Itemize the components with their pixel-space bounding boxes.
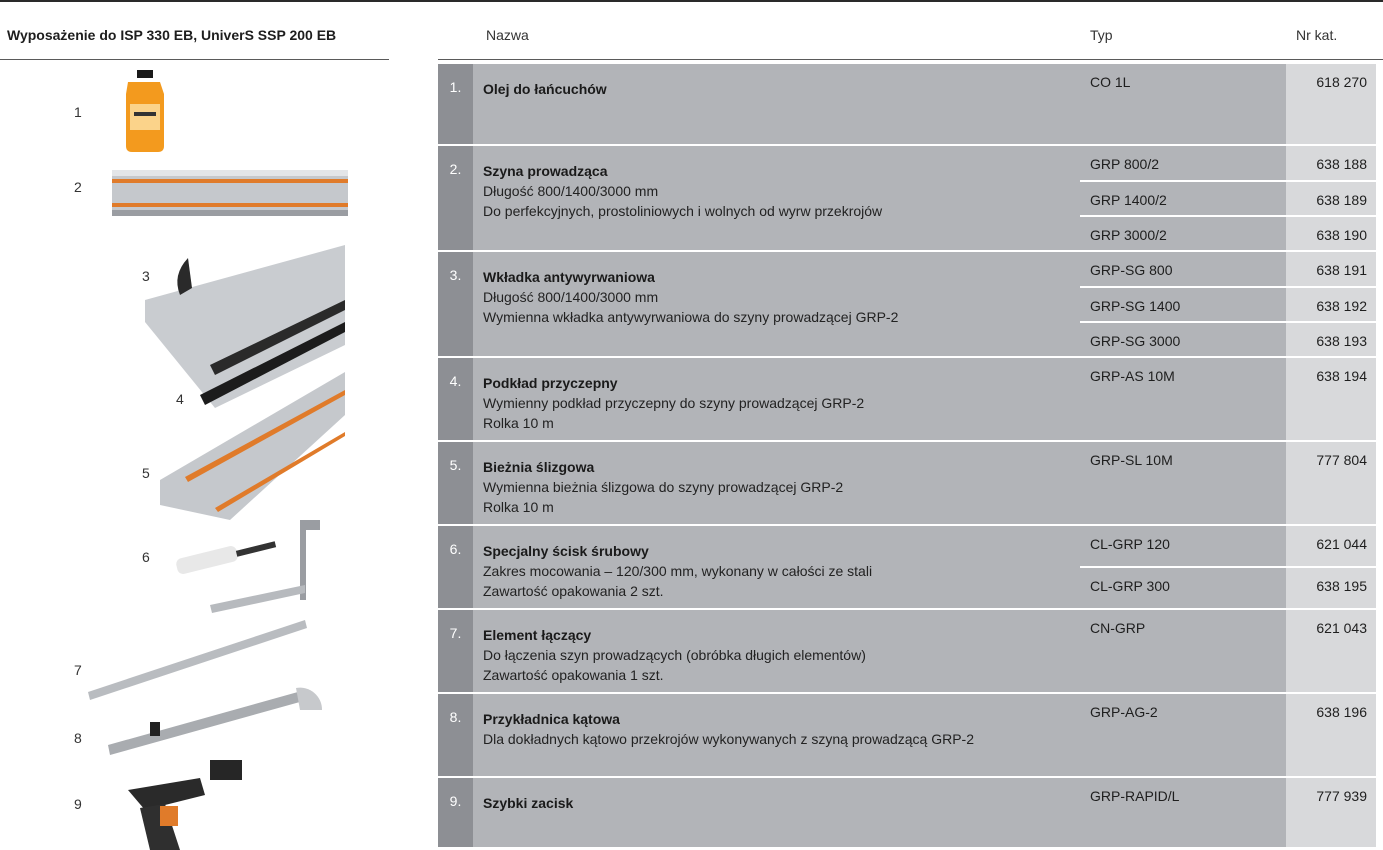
item-detail: Do łączenia szyn prowadzących (obróbka długich elementów) xyxy=(483,647,866,663)
item-detail: Zawartość opakowania 1 szt. xyxy=(483,667,664,683)
item-catalog-number: 638 195 xyxy=(1286,568,1376,608)
item-number: 7. xyxy=(438,610,473,692)
item-description xyxy=(473,252,1080,356)
item-number: 2. xyxy=(438,146,473,250)
item-detail: Zakres mocowania – 120/300 mm, wykonany w całości ze stali xyxy=(483,563,873,579)
item-detail: Długość 800/1400/3000 mm xyxy=(483,289,659,305)
item-catalog-number: 638 190 xyxy=(1286,217,1376,250)
slide-strip-rail-image xyxy=(160,372,345,520)
item-description xyxy=(473,442,1080,524)
item-catalog-number: 621 044 xyxy=(1286,526,1376,566)
item-title: Wkładka antywyrwaniowa xyxy=(483,269,655,285)
item-title: Szybki zacisk xyxy=(483,795,574,811)
item-number: 3. xyxy=(438,252,473,356)
item-number: 6. xyxy=(438,526,473,608)
image-label-3: 3 xyxy=(142,268,150,284)
item-description xyxy=(473,358,1080,440)
item-number: 1. xyxy=(438,64,473,144)
item-catalog-number: 638 188 xyxy=(1286,146,1376,180)
item-type: GRP-SG 800 xyxy=(1080,252,1286,286)
product-illustrations xyxy=(0,60,360,850)
item-detail: Rolka 10 m xyxy=(483,499,554,515)
item-number: 5. xyxy=(438,442,473,524)
item-type: GRP-AS 10M xyxy=(1080,358,1286,440)
item-description xyxy=(473,610,1080,692)
item-title: Olej do łańcuchów xyxy=(483,81,607,97)
item-title: Podkład przyczepny xyxy=(483,375,618,391)
item-catalog-number: 638 196 xyxy=(1286,694,1376,776)
item-description xyxy=(473,778,1080,847)
item-detail: Dla dokładnych kątowo przekrojów wykonywanych z szyną prowadzącą GRP-2 xyxy=(483,731,974,747)
item-type: GRP-SG 1400 xyxy=(1080,288,1286,321)
item-type: GRP-SG 3000 xyxy=(1080,323,1286,356)
image-label-1: 1 xyxy=(74,104,82,120)
item-catalog-number: 638 191 xyxy=(1286,252,1376,286)
item-type: CN-GRP xyxy=(1080,610,1286,692)
item-detail: Zawartość opakowania 2 szt. xyxy=(483,583,664,599)
item-detail: Do perfekcyjnych, prostoliniowych i wolnych od wyrw przekrojów xyxy=(483,203,883,219)
item-detail: Długość 800/1400/3000 mm xyxy=(483,183,659,199)
item-type: GRP 1400/2 xyxy=(1080,182,1286,215)
quick-clamp-image xyxy=(128,760,242,850)
item-number: 9. xyxy=(438,778,473,847)
item-type: GRP 3000/2 xyxy=(1080,217,1286,250)
item-catalog-number: 638 194 xyxy=(1286,358,1376,440)
item-type: GRP-RAPID/L xyxy=(1080,778,1286,847)
item-catalog-number: 638 193 xyxy=(1286,323,1376,356)
item-detail: Wymienna wkładka antywyrwaniowa do szyny prowadzącej GRP-2 xyxy=(483,309,899,325)
item-type: GRP-AG-2 xyxy=(1080,694,1286,776)
item-catalog-number: 777 939 xyxy=(1286,778,1376,847)
item-title: Specjalny ścisk śrubowy xyxy=(483,543,649,559)
item-title: Szyna prowadząca xyxy=(483,163,608,179)
image-label-8: 8 xyxy=(74,730,82,746)
page-title: Wyposażenie do ISP 330 EB, UniverS SSP 200 EB xyxy=(7,27,337,43)
item-description xyxy=(473,694,1080,776)
header-divider-right xyxy=(438,59,1383,60)
item-catalog-number: 638 192 xyxy=(1286,288,1376,321)
item-type: CL-GRP 120 xyxy=(1080,526,1286,566)
item-description xyxy=(473,146,1080,250)
item-description xyxy=(473,526,1080,608)
top-rule xyxy=(0,0,1383,2)
item-catalog-number: 777 804 xyxy=(1286,442,1376,524)
item-detail: Wymienna bieżnia ślizgowa do szyny prowadzącej GRP-2 xyxy=(483,479,844,495)
item-type: GRP 800/2 xyxy=(1080,146,1286,180)
item-description xyxy=(473,64,1080,144)
item-type: GRP-SL 10M xyxy=(1080,442,1286,524)
guide-rail-image xyxy=(112,170,348,216)
column-header-nazwa: Nazwa xyxy=(486,27,529,43)
image-label-6: 6 xyxy=(142,549,150,565)
item-type: CO 1L xyxy=(1080,64,1286,144)
screw-clamp-image xyxy=(175,520,320,613)
item-catalog-number: 638 189 xyxy=(1286,182,1376,215)
image-label-4: 4 xyxy=(176,391,184,407)
item-title: Przykładnica kątowa xyxy=(483,711,620,727)
item-catalog-number: 621 043 xyxy=(1286,610,1376,692)
item-title: Element łączący xyxy=(483,627,592,643)
item-detail: Wymienny podkład przyczepny do szyny prowadzącej GRP-2 xyxy=(483,395,865,411)
item-type: CL-GRP 300 xyxy=(1080,568,1286,608)
oil-bottle-image xyxy=(126,70,164,152)
item-number: 4. xyxy=(438,358,473,440)
splinter-guard-image xyxy=(145,245,345,408)
item-title: Bieżnia ślizgowa xyxy=(483,459,595,475)
angle-guide-image xyxy=(108,688,322,755)
connecting-bar-image xyxy=(88,620,307,700)
image-label-5: 5 xyxy=(142,465,150,481)
image-label-9: 9 xyxy=(74,796,82,812)
column-header-typ: Typ xyxy=(1090,27,1113,43)
item-number: 8. xyxy=(438,694,473,776)
column-header-nr-kat: Nr kat. xyxy=(1296,27,1338,43)
item-detail: Rolka 10 m xyxy=(483,415,554,431)
image-label-2: 2 xyxy=(74,179,82,195)
item-catalog-number: 618 270 xyxy=(1286,64,1376,144)
image-label-7: 7 xyxy=(74,662,82,678)
